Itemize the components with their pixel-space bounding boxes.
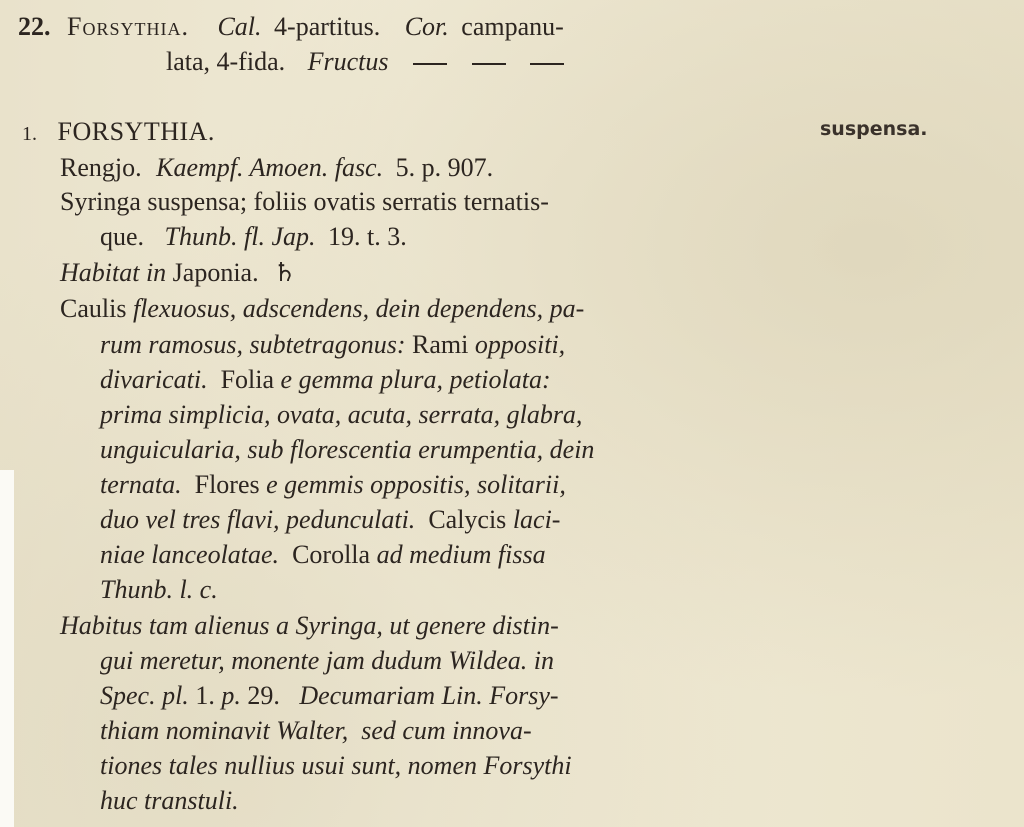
- habitus-line-italic: Habitus tam alienus a Syringa, ut genere distin-: [60, 611, 559, 640]
- caulis-line-3: [100, 365, 551, 395]
- caulis-line-8: [100, 540, 546, 570]
- caulis-line-7: [100, 505, 560, 535]
- fructus-label: Fructus: [307, 47, 389, 76]
- caulis-line-italic: oppositi,: [474, 330, 566, 359]
- habitus-line-roman: 1.: [188, 681, 222, 710]
- ref-syringa-line-2: [100, 222, 407, 252]
- habitus-line-2: [100, 646, 554, 676]
- dash-3: [530, 63, 564, 65]
- habitus-line-1: [60, 611, 559, 641]
- caulis-line-italic: ternata.: [100, 470, 182, 499]
- genus-name: Forsythia.: [67, 12, 189, 41]
- habitus-line-italic: gui meretur, monente jam dudum Wildea. in: [100, 646, 554, 675]
- caulis-line-italic: duo vel tres flavi, pedunculati.: [100, 505, 416, 534]
- caulis-line-4: [100, 400, 582, 430]
- habitat-label: Habitat in: [60, 258, 167, 287]
- caulis-line-italic: e gemma plura, petiolata:: [280, 365, 551, 394]
- caulis-line-roman: Corolla: [279, 540, 377, 569]
- caulis-line-italic: unguicularia, sub florescentia erumpentia, dein: [100, 435, 595, 464]
- habitus-line-5: [100, 751, 572, 781]
- caulis-line-italic: divaricati.: [100, 365, 208, 394]
- caulis-line-italic: prima simplicia, ovata, acuta, serrata, glabra,: [100, 400, 583, 429]
- caulis-line-6: [100, 470, 566, 500]
- caulis-line-italic: rum ramosus, subtetragonus:: [100, 330, 406, 359]
- caulis-line-italic: Thunb. l. c.: [100, 575, 218, 604]
- dash-2: [472, 63, 506, 65]
- ref-thunb: Thunb. fl. Jap.: [164, 222, 316, 251]
- habitus-line-4: [100, 716, 532, 746]
- ref-syringa-que: que.: [100, 222, 145, 251]
- genus-number: 22.: [18, 12, 51, 41]
- habitus-line-italic: Spec. pl.: [100, 681, 189, 710]
- caulis-line-9: [100, 575, 218, 605]
- corolla-text-cont: lata, 4-fida.: [166, 47, 286, 76]
- ref-syringa-text: Syringa suspensa; foliis ovatis serratis ternatis-: [60, 187, 549, 216]
- ref-kaempfer: [60, 153, 493, 183]
- dash-1: [413, 63, 447, 65]
- ref-thunb-page: 19. t. 3.: [328, 222, 407, 251]
- caulis-line-roman: Flores: [181, 470, 267, 499]
- caulis-line-1: [60, 294, 584, 324]
- habitus-line-italic: tiones tales nullius usui sunt, nomen Forsythi: [100, 751, 572, 780]
- species-epithet: suspensa.: [820, 118, 928, 140]
- habitat-place: Japonia.: [172, 258, 259, 287]
- caulis-line-italic: e gemmis oppositis, solitarii,: [266, 470, 566, 499]
- genus-header-line-1: [18, 12, 564, 42]
- ref-kaempf-page: 5. p. 907.: [395, 153, 494, 182]
- habitus-line-italic: Decumariam Lin. Forsy-: [299, 681, 559, 710]
- habitus-line-italic: huc transtuli.: [100, 786, 239, 815]
- genus-header-line-2: [166, 47, 564, 77]
- caulis-line-roman: Calycis: [415, 505, 513, 534]
- habitus-line-italic: thiam nominavit Walter, sed cum innova-: [100, 716, 532, 745]
- calyx-text: 4-partitus.: [274, 12, 381, 41]
- scan-crop-edge: [0, 470, 14, 827]
- caulis-line-2: [100, 330, 565, 360]
- habitus-line-italic: p.: [221, 681, 241, 710]
- caulis-line-5: [100, 435, 594, 465]
- species-name: FORSYTHIA.: [57, 117, 215, 146]
- habitus-line-3: [100, 681, 559, 711]
- caulis-line-italic: laci-: [512, 505, 561, 534]
- corolla-text: campanu-: [461, 12, 564, 41]
- corolla-label: Cor.: [404, 12, 449, 41]
- caulis-line-roman: Caulis: [60, 294, 133, 323]
- ref-syringa-line-1: [60, 187, 549, 217]
- ref-kaempf: Kaempf. Amoen. fasc.: [156, 153, 384, 182]
- caulis-line-roman: Rami: [405, 330, 475, 359]
- habitat-line: [60, 258, 296, 288]
- habitus-line-roman: 29.: [240, 681, 300, 710]
- caulis-line-italic: flexuosus, adscendens, dein dependens, pa-: [132, 294, 585, 323]
- caulis-line-italic: ad medium fissa: [376, 540, 546, 569]
- caulis-line-roman: Folia: [207, 365, 281, 394]
- calyx-label: Cal.: [217, 12, 262, 41]
- perennial-symbol: ♄: [273, 258, 297, 287]
- ref-rengjo: Rengjo.: [60, 153, 142, 182]
- habitus-line-6: [100, 786, 239, 816]
- species-heading: [22, 117, 215, 149]
- caulis-line-italic: niae lanceolatae.: [100, 540, 280, 569]
- species-number: 1.: [22, 123, 37, 145]
